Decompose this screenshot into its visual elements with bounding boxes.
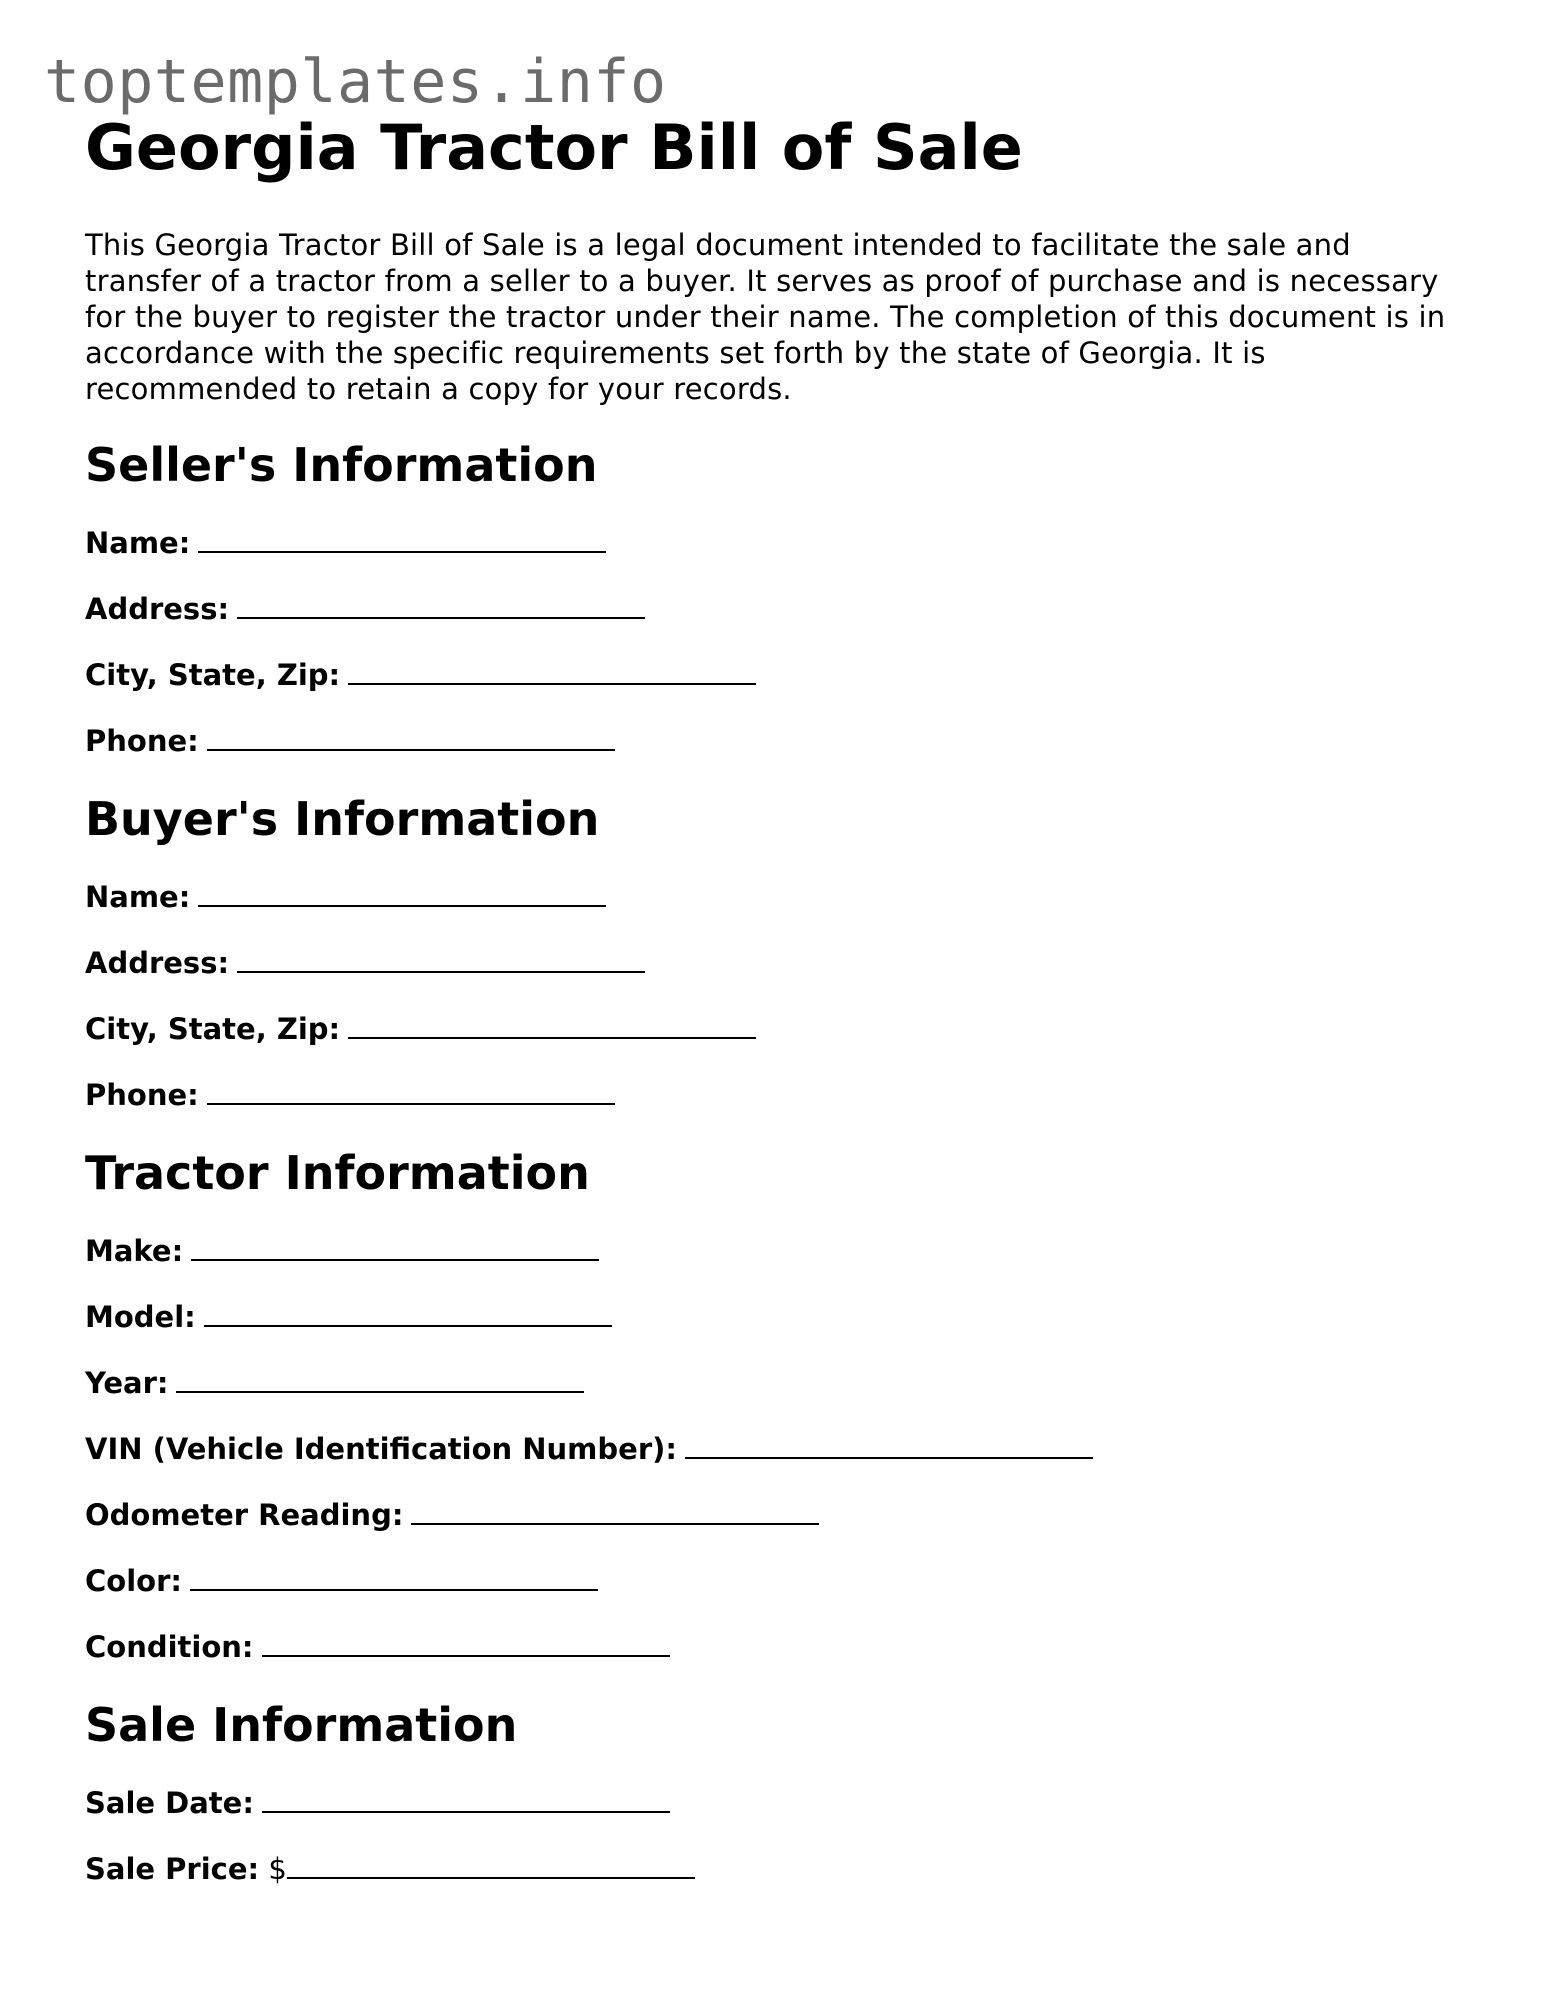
tractor-condition-row [85, 1621, 1475, 1663]
buyer-phone-row [85, 1069, 1475, 1111]
buyer-address-row [85, 937, 1475, 979]
seller-city-state-zip-row [85, 649, 1475, 691]
field-label: Name: [85, 526, 191, 560]
field-label: Model: [85, 1300, 196, 1334]
tractor-year-row [85, 1357, 1475, 1399]
field-label: Sale Date: [85, 1786, 254, 1820]
field-label: City, State, Zip: [85, 658, 341, 692]
seller-name-row [85, 517, 1475, 559]
buyer-name-row [85, 871, 1475, 913]
buyer-address-field[interactable] [237, 937, 645, 973]
field-label: Name: [85, 880, 191, 914]
tractor-vin-row [85, 1423, 1475, 1465]
tractor-odometer-row [85, 1489, 1475, 1531]
tractor-condition-field[interactable] [262, 1621, 670, 1657]
watermark: toptemplates.info [44, 47, 667, 117]
sale-date-field[interactable] [262, 1777, 670, 1813]
seller-address-field[interactable] [237, 583, 645, 619]
buyer-name-field[interactable] [198, 871, 606, 907]
seller-section [85, 437, 1475, 757]
field-label: City, State, Zip: [85, 1012, 341, 1046]
field-label: VIN (Vehicle Identification Number): [85, 1432, 677, 1466]
tractor-section [85, 1145, 1475, 1663]
intro-paragraph: This Georgia Tractor Bill of Sale is a legal document intended to facilitate the sale and transfer of a tractor from a seller to a buyer. It serves as proof of purchase and is necessary for the buyer to register the tractor under their name. The completion of this document is in accordance with the specific requirements set forth by the state of Georgia. It is recommended to retain a copy for your records. [85, 228, 1446, 406]
buyer-section [85, 791, 1475, 1111]
buyer-heading: Buyer's Information [85, 792, 600, 846]
tractor-make-field[interactable] [191, 1225, 599, 1261]
sale-price-row [85, 1843, 1475, 1885]
buyer-phone-field[interactable] [207, 1069, 615, 1105]
tractor-make-row [85, 1225, 1475, 1267]
document-page [85, 108, 1475, 1885]
sale-price-field[interactable] [287, 1843, 695, 1879]
tractor-heading: Tractor Information [85, 1146, 590, 1200]
field-label: Odometer Reading: [85, 1498, 404, 1532]
tractor-model-row [85, 1291, 1475, 1333]
field-label: Sale Price: [85, 1852, 260, 1886]
sale-section [85, 1697, 1475, 1885]
buyer-city-state-zip-field[interactable] [348, 1003, 756, 1039]
tractor-odometer-field[interactable] [411, 1489, 819, 1525]
currency-symbol: $ [268, 1852, 287, 1886]
field-label: Condition: [85, 1630, 254, 1664]
seller-city-state-zip-field[interactable] [348, 649, 756, 685]
buyer-fields [85, 871, 1475, 1111]
field-label: Phone: [85, 724, 199, 758]
field-label: Address: [85, 946, 230, 980]
seller-phone-row [85, 715, 1475, 757]
tractor-color-row [85, 1555, 1475, 1597]
sale-date-row [85, 1777, 1475, 1819]
seller-address-row [85, 583, 1475, 625]
field-label: Year: [85, 1366, 169, 1400]
seller-fields [85, 517, 1475, 757]
field-label: Make: [85, 1234, 184, 1268]
tractor-color-field[interactable] [190, 1555, 598, 1591]
tractor-fields [85, 1225, 1475, 1663]
tractor-model-field[interactable] [204, 1291, 612, 1327]
seller-name-field[interactable] [198, 517, 606, 553]
sale-heading: Sale Information [85, 1698, 518, 1752]
field-label: Color: [85, 1564, 182, 1598]
field-label: Address: [85, 592, 230, 626]
sale-fields [85, 1777, 1475, 1885]
seller-phone-field[interactable] [207, 715, 615, 751]
buyer-city-state-zip-row [85, 1003, 1475, 1045]
page-title: Georgia Tractor Bill of Sale [85, 111, 1023, 184]
tractor-year-field[interactable] [176, 1357, 584, 1393]
tractor-vin-field[interactable] [685, 1423, 1093, 1459]
field-label: Phone: [85, 1078, 199, 1112]
seller-heading: Seller's Information [85, 438, 598, 492]
